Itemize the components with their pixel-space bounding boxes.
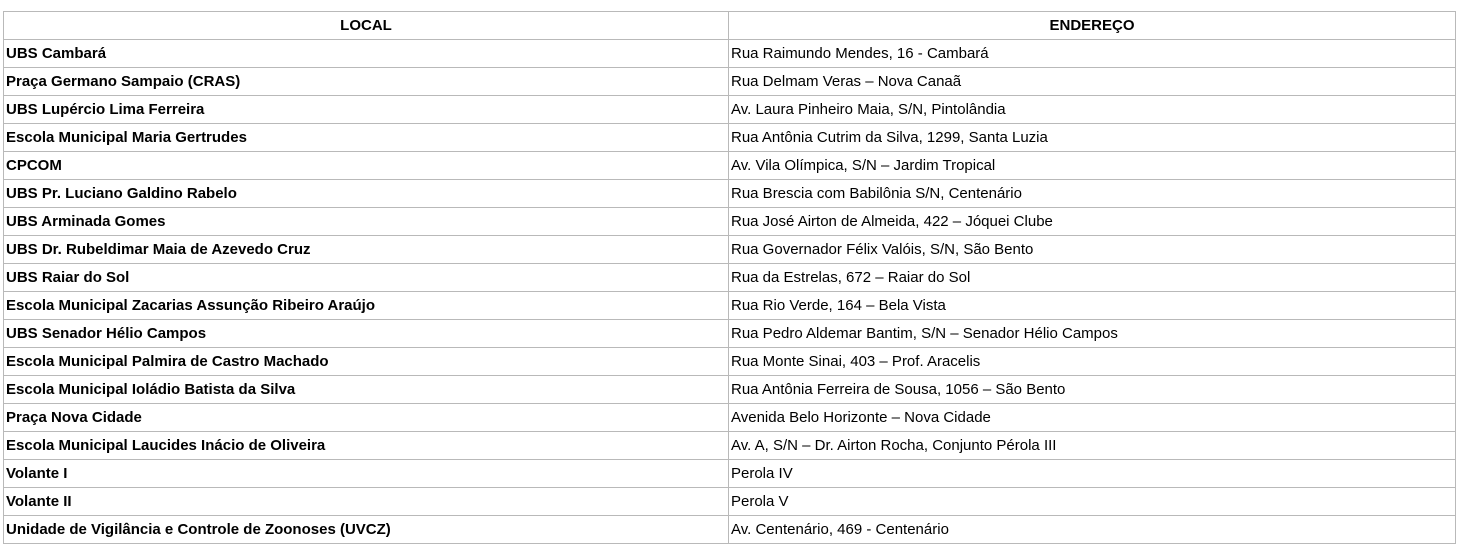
endereco-cell: Rua Brescia com Babilônia S/N, Centenário — [729, 180, 1456, 208]
endereco-cell: Perola V — [729, 488, 1456, 516]
table-row — [4, 180, 1456, 208]
local-cell: UBS Arminada Gomes — [4, 208, 729, 236]
column-header-endereco: ENDEREÇO — [729, 12, 1456, 40]
endereco-cell: Av. Laura Pinheiro Maia, S/N, Pintolândia — [729, 96, 1456, 124]
table-row — [4, 124, 1456, 152]
endereco-cell: Rua da Estrelas, 672 – Raiar do Sol — [729, 264, 1456, 292]
table-row — [4, 460, 1456, 488]
endereco-cell: Rua José Airton de Almeida, 422 – Jóquei Clube — [729, 208, 1456, 236]
endereco-cell: Av. A, S/N – Dr. Airton Rocha, Conjunto Pérola III — [729, 432, 1456, 460]
local-cell: Escola Municipal Maria Gertrudes — [4, 124, 729, 152]
local-cell: Escola Municipal Zacarias Assunção Ribeiro Araújo — [4, 292, 729, 320]
local-cell: UBS Raiar do Sol — [4, 264, 729, 292]
local-cell: UBS Senador Hélio Campos — [4, 320, 729, 348]
endereco-cell: Rua Antônia Ferreira de Sousa, 1056 – São Bento — [729, 376, 1456, 404]
table-row — [4, 348, 1456, 376]
column-header-local: LOCAL — [4, 12, 729, 40]
endereco-cell: Rua Raimundo Mendes, 16 - Cambará — [729, 40, 1456, 68]
table-row — [4, 404, 1456, 432]
local-cell: CPCOM — [4, 152, 729, 180]
endereco-cell: Av. Centenário, 469 - Centenário — [729, 516, 1456, 544]
local-cell: Praça Nova Cidade — [4, 404, 729, 432]
local-cell: Escola Municipal Laucides Inácio de Oliveira — [4, 432, 729, 460]
table-row — [4, 292, 1456, 320]
endereco-cell: Rua Governador Félix Valóis, S/N, São Bento — [729, 236, 1456, 264]
local-cell: Escola Municipal Ioládio Batista da Silva — [4, 376, 729, 404]
endereco-cell: Rua Pedro Aldemar Bantim, S/N – Senador Hélio Campos — [729, 320, 1456, 348]
endereco-cell: Rua Antônia Cutrim da Silva, 1299, Santa Luzia — [729, 124, 1456, 152]
endereco-cell: Rua Rio Verde, 164 – Bela Vista — [729, 292, 1456, 320]
table-row — [4, 208, 1456, 236]
local-cell: UBS Pr. Luciano Galdino Rabelo — [4, 180, 729, 208]
local-cell: UBS Lupércio Lima Ferreira — [4, 96, 729, 124]
endereco-cell: Av. Vila Olímpica, S/N – Jardim Tropical — [729, 152, 1456, 180]
endereco-cell: Perola IV — [729, 460, 1456, 488]
table-row — [4, 68, 1456, 96]
endereco-cell: Avenida Belo Horizonte – Nova Cidade — [729, 404, 1456, 432]
locations-table — [3, 11, 1456, 544]
table-header-row — [4, 12, 1456, 40]
table-row — [4, 96, 1456, 124]
table-row — [4, 432, 1456, 460]
table-row — [4, 320, 1456, 348]
local-cell: Escola Municipal Palmira de Castro Machado — [4, 348, 729, 376]
local-cell: Praça Germano Sampaio (CRAS) — [4, 68, 729, 96]
table-row — [4, 264, 1456, 292]
table-row — [4, 376, 1456, 404]
table-row — [4, 516, 1456, 544]
table-row — [4, 488, 1456, 516]
table-row — [4, 236, 1456, 264]
local-cell: UBS Cambará — [4, 40, 729, 68]
table-row — [4, 40, 1456, 68]
endereco-cell: Rua Delmam Veras – Nova Canaã — [729, 68, 1456, 96]
local-cell: Volante II — [4, 488, 729, 516]
local-cell: UBS Dr. Rubeldimar Maia de Azevedo Cruz — [4, 236, 729, 264]
table-row — [4, 152, 1456, 180]
local-cell: Unidade de Vigilância e Controle de Zoonoses (UVCZ) — [4, 516, 729, 544]
endereco-cell: Rua Monte Sinai, 403 – Prof. Aracelis — [729, 348, 1456, 376]
local-cell: Volante I — [4, 460, 729, 488]
